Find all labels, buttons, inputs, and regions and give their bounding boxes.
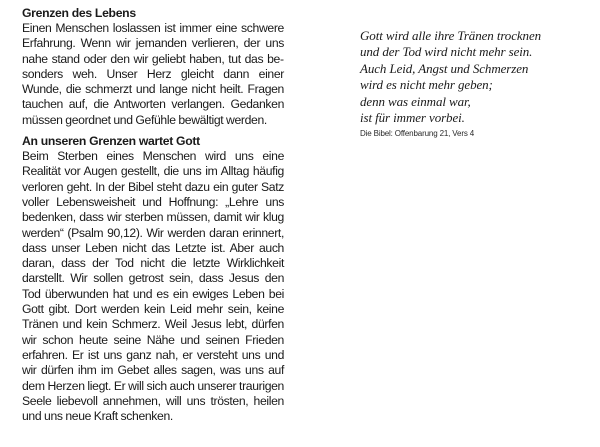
section-grenzen-des-lebens (22, 0, 284, 128)
main-text-column (22, 0, 284, 424)
quote-line: Gott wird alle ihre Tränen trocknen (360, 28, 542, 43)
section-grenzen-wartet-gott (22, 128, 284, 424)
section-paragraph: Einen Menschen loslassen ist immer eine schwere Erfahrung. Wenn wir jemanden verlieren, der uns nahe stand oder den wir geliebt haben, tut das besonders weh. Unser Herz gleicht dann einer Wunde, die schmerzt und lange nicht heilt. Fragen tauchen auf, die Antworten verlangen. Gedanken müssen geordnet und Gefühle bewältigt werden. (22, 21, 284, 127)
section-heading: An unseren Grenzen wartet Gott (22, 134, 200, 149)
section-paragraph: Beim Sterben eines Menschen wird uns eine Realität vor Augen gestellt, die uns im Alltag häufig verloren geht. In der Bibel steht dazu ein guter Satz voller Lebensweisheit und Hoffnung: „Lehre uns bedenken, dass wir sterben müssen, damit wir klug werden“ (Psalm 90,12). Wir werden daran erinnert, dass unser Leben nicht das Letzte ist. Aber auch daran, dass der Tod nicht die letzte Wirklichkeit darstellt. Wir sollen getrost sein, dass Jesus den Tod überwunden hat und es ein ewiges Leben bei Gott gibt. Dort werden kein Leid mehr sein, keine Tränen und kein Schmerz. Weil Jesus lebt, dürfen wir schon heute seine Nähe und seinen Frieden erfahren. Er ist uns ganz nah, er versteht uns und wir dürfen ihm im Gebet alles sagen, was uns auf dem Herzen liegt. Er will sich auch unserer traurigen Seele liebevoll annehmen, will uns trösten, heilen und uns neue Kraft schenken. (22, 149, 284, 424)
quote-line: wird es nicht mehr geben; (360, 77, 493, 93)
quote-line: denn was einmal war, (360, 93, 471, 109)
quote-source: Die Bibel: Offenbarung 21, Vers 4 (360, 129, 475, 139)
bible-quote (360, 28, 600, 140)
quote-line: und der Tod wird nicht mehr sein. (360, 44, 533, 60)
section-heading: Grenzen des Lebens (22, 6, 136, 20)
quote-line: Auch Leid, Angst und Schmerzen (360, 60, 529, 76)
quote-line: ist für immer vorbei. (360, 110, 465, 126)
